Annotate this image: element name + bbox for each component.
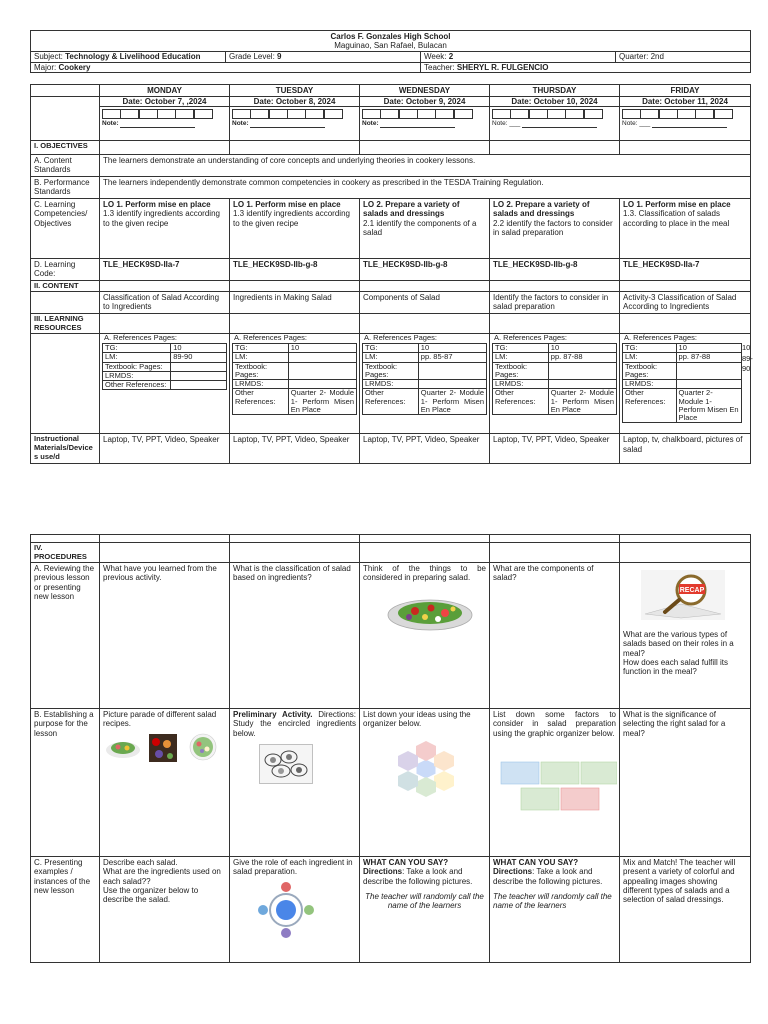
- day-monday: MONDAY: [100, 85, 230, 97]
- empty-cell: [490, 543, 620, 563]
- teacher-note: The teacher will randomly call the name of the learners: [365, 891, 484, 910]
- establishing-thursday: [490, 709, 620, 857]
- references-monday: [100, 334, 230, 434]
- content-heading: II. CONTENT: [31, 280, 100, 292]
- subject-value: Technology & Livelihood Education: [65, 52, 201, 62]
- date-thursday: Date: October 10, 2024: [490, 97, 619, 107]
- empty-cell: [360, 535, 490, 543]
- content-wednesday: Components of Salad: [360, 292, 490, 314]
- empty-cell: [100, 141, 230, 155]
- empty-cell: [31, 292, 100, 314]
- empty-cell: [230, 280, 360, 292]
- competencies-label: C. Learning Competencies/ Objectives: [31, 199, 100, 259]
- empty-cell: [620, 280, 751, 292]
- establishing-wednesday-text: List down your ideas using the organizer below.: [363, 710, 471, 729]
- teacher-note: The teacher will randomly call the name of the learners: [493, 891, 612, 910]
- reviewing-monday: What have you learned from the previous activity.: [100, 563, 230, 709]
- empty-cell: [230, 535, 360, 543]
- grade-cell: [226, 52, 421, 62]
- note-friday: Note: ___: [622, 120, 750, 127]
- references-table: TG: 10 LM: pp. 85-87 Textbook: Pages: LRMDS: Other References: Quarter 2- Module 1- Perform Misen En Place: [362, 343, 487, 415]
- reviewing-tuesday: What is the classification of salad based on ingredients?: [230, 563, 360, 709]
- references-table: TG: 10 LM: Textbook: Pages: LRMDS: Other References: Quarter 2- Module 1- Perform Misen En Place: [232, 343, 357, 415]
- presenting-tuesday: [230, 857, 360, 963]
- presenting-tuesday-text: Give the role of each ingredient in salad preparation.: [233, 858, 353, 877]
- resources-heading: III. LEARNING RESOURCES: [31, 314, 100, 334]
- empty-cell: [100, 543, 230, 563]
- check-boxes: [232, 109, 359, 119]
- major-cell: [31, 62, 421, 72]
- reviewing-friday: [620, 563, 751, 709]
- date-tuesday: Date: October 8, 2024: [230, 97, 359, 107]
- learning-code-monday: TLE_HECK9SD-IIa-7: [100, 259, 230, 280]
- empty-cell: [230, 543, 360, 563]
- references-heading: A. References Pages:: [364, 333, 437, 343]
- presenting-monday: Describe each salad. What are the ingredients used on each salad?? Use the organizer below to describe the salad.: [100, 857, 230, 963]
- reviewing-friday-text: What are the various types of salads based on their roles in a meal? How does each salad fulfill its function in the meal?: [623, 630, 734, 676]
- reviewing-thursday: What are the components of salad?: [490, 563, 620, 709]
- day-thursday: THURSDAY: [490, 85, 620, 97]
- check-boxes: [102, 109, 229, 119]
- learning-code-friday: TLE_HECK9SD-IIa-7: [620, 259, 751, 280]
- header-block: [30, 30, 750, 73]
- empty-cell: [360, 543, 490, 563]
- instructional-monday: Laptop, TV, PPT, Video, Speaker: [100, 434, 230, 464]
- lesson-plan-table: [30, 84, 753, 464]
- empty-cell: [490, 280, 620, 292]
- date-cell-thursday: [490, 97, 620, 141]
- blank-corner: [31, 85, 100, 97]
- check-boxes: [362, 109, 489, 119]
- teacher-label: Teacher:: [424, 62, 455, 72]
- date-cell-friday: [620, 97, 751, 141]
- procedures-heading: IV. PROCEDURES: [31, 543, 100, 563]
- empty-cell: [620, 141, 751, 155]
- quarter-cell: Quarter: 2nd: [616, 52, 751, 62]
- establishing-wednesday: [360, 709, 490, 857]
- instructional-wednesday: Laptop, TV, PPT, Video, Speaker: [360, 434, 490, 464]
- subject-cell: [31, 52, 226, 62]
- instructional-tuesday: Laptop, TV, PPT, Video, Speaker: [230, 434, 360, 464]
- date-friday: Date: October 11, 2024: [620, 97, 750, 107]
- presenting-wednesday: [360, 857, 490, 963]
- references-thursday: [490, 334, 620, 434]
- empty-cell: [620, 314, 751, 334]
- references-heading: A. References Pages:: [494, 333, 567, 343]
- references-wednesday: [360, 334, 490, 434]
- date-cell-wednesday: [360, 97, 490, 141]
- hexagon-organizer: [391, 741, 461, 797]
- day-friday: FRIDAY: [620, 85, 751, 97]
- references-table: TG: 10 LM: pp. 87-88 Textbook: Pages: LRMDS: Other References: Quarter 2- Module 1- Perform Misen En Place: [622, 343, 742, 423]
- directions-label: Directions: [363, 867, 403, 877]
- directions-label: Directions: [493, 867, 533, 877]
- recap-image: [641, 570, 725, 620]
- day-wednesday: WEDNESDAY: [360, 85, 490, 97]
- references-table: TG: 10 LM: pp. 87-88 Textbook: Pages: LRMDS: Other References: Quarter 2- Module 1- Perform Misen En Place: [492, 343, 617, 415]
- week-value: 2: [448, 52, 454, 62]
- salad-platter-image: [385, 591, 475, 633]
- learning-code-wednesday: TLE_HECK9SD-IIb-g-8: [360, 259, 490, 280]
- empty-cell: [490, 535, 620, 543]
- references-overflow: 10 89-90: [742, 343, 753, 374]
- presenting-thursday: [490, 857, 620, 963]
- establishing-label: B. Establishing a purpose for the lesson: [31, 709, 100, 857]
- salad-recipes-images: [103, 732, 223, 764]
- presenting-friday: Mix and Match! The teacher will present a variety of colorful and appealing images showing different types of salads and a selection of salad dressings.: [620, 857, 751, 963]
- date-wednesday: Date: October 9, 2024: [360, 97, 489, 107]
- establishing-monday: [100, 709, 230, 857]
- grade-value: 9: [277, 52, 282, 62]
- competency-tuesday: LO 1. Perform mise en place 1.3 identify ingredients according to the given recipe: [230, 199, 360, 259]
- competency-thursday: LO 2. Prepare a variety of salads and dressings 2.2 identify the factors to consider in salad preparation: [490, 199, 620, 259]
- blank-date-label: [31, 97, 100, 141]
- instructional-label: Instructional Materials/Device s use/d: [31, 434, 100, 464]
- establishing-monday-text: Picture parade of different salad recipes.: [103, 710, 217, 729]
- reviewing-wednesday: [360, 563, 490, 709]
- content-standards-text: The learners demonstrate an understanding of core concepts and underlying theories in cookery lessons.: [100, 155, 751, 177]
- empty-cell: [360, 280, 490, 292]
- empty-cell: [100, 535, 230, 543]
- week-label: Week:: [424, 52, 447, 62]
- content-friday: Activity-3 Classification of Salad According to Ingredients: [620, 292, 751, 314]
- performance-standards-label: B. Performance Standards: [31, 177, 100, 199]
- date-monday: Date: October 7, ,2024: [100, 97, 229, 107]
- empty-cell: [100, 280, 230, 292]
- empty-cell: [100, 314, 230, 334]
- references-heading: A. References Pages:: [234, 333, 307, 343]
- references-heading: A. References Pages:: [104, 333, 177, 343]
- preliminary-activity-title: Preliminary Activity.: [233, 710, 313, 720]
- graphic-organizer: [493, 760, 617, 818]
- presenting-thursday-text: : Take a look and describe the following pictures.: [493, 867, 603, 886]
- what-can-you-say-title: WHAT CAN YOU SAY?: [493, 858, 579, 868]
- recap-label: RECAP: [679, 587, 705, 595]
- presenting-wednesday-text: : Take a look and describe the following pictures.: [363, 867, 473, 886]
- cycle-diagram: [255, 881, 317, 939]
- note-monday: Note:: [102, 120, 229, 127]
- instructional-friday: Laptop, tv, chalkboard, pictures of salad: [620, 434, 751, 464]
- learning-code-tuesday: TLE_HECK9SD-IIb-g-8: [230, 259, 360, 280]
- school-address: Maguinao, San Rafael, Bulacan: [334, 41, 447, 51]
- date-cell-tuesday: [230, 97, 360, 141]
- empty-cell: [360, 314, 490, 334]
- establishing-tuesday-text: Study the encircled ingredients below.: [233, 719, 356, 738]
- content-tuesday: Ingredients in Making Salad: [230, 292, 360, 314]
- instructional-thursday: Laptop, TV, PPT, Video, Speaker: [490, 434, 620, 464]
- competency-wednesday: LO 2. Prepare a variety of salads and dressings 2.1 identify the components of a salad: [360, 199, 490, 259]
- directions-label: Directions:: [318, 710, 356, 720]
- week-cell: [421, 52, 616, 62]
- school-header: [31, 31, 751, 52]
- check-boxes: [622, 109, 750, 119]
- references-tuesday: [230, 334, 360, 434]
- teacher-value: SHERYL R. FULGENCIO: [456, 62, 549, 72]
- empty-cell: [31, 535, 100, 543]
- empty-cell: [360, 141, 490, 155]
- objectives-heading: I. OBJECTIVES: [31, 141, 100, 155]
- references-heading: A. References Pages:: [624, 333, 697, 343]
- content-standards-label: A. Content Standards: [31, 155, 100, 177]
- major-value: Cookery: [58, 62, 91, 72]
- establishing-tuesday: [230, 709, 360, 857]
- empty-cell: [620, 543, 751, 563]
- note-tuesday: Note:: [232, 120, 359, 127]
- school-name: Carlos F. Gonzales High School: [330, 32, 451, 41]
- empty-cell: [230, 141, 360, 155]
- learning-code-label: D. Learning Code:: [31, 259, 100, 280]
- major-label: Major:: [34, 62, 57, 72]
- presenting-label: C. Presenting examples / instances of the new lesson: [31, 857, 100, 963]
- establishing-thursday-text: List down some factors to consider in salad preparation using the graphic organizer below.: [493, 710, 616, 738]
- subject-label: Subject:: [34, 52, 63, 62]
- what-can-you-say-title: WHAT CAN YOU SAY?: [363, 858, 449, 868]
- date-cell-monday: [100, 97, 230, 141]
- establishing-friday: What is the significance of selecting the right salad for a meal?: [620, 709, 751, 857]
- grade-label: Grade Level:: [229, 52, 275, 62]
- references-table: TG: 10 LM: 89-90 Textbook: Pages: LRMDS: Other References:: [102, 343, 227, 390]
- procedures-table: [30, 534, 750, 963]
- content-thursday: Identify the factors to consider in salad preparation: [490, 292, 620, 314]
- empty-cell: [490, 141, 620, 155]
- check-boxes: [492, 109, 619, 119]
- learning-code-thursday: TLE_HECK9SD-IIb-g-8: [490, 259, 620, 280]
- reviewing-label: A. Reviewing the previous lesson or presenting new lesson: [31, 563, 100, 709]
- ingredients-image: [259, 744, 313, 784]
- empty-cell: [31, 334, 100, 434]
- teacher-cell: [421, 62, 751, 72]
- note-wednesday: Note:: [362, 120, 489, 127]
- content-monday: Classification of Salad According to Ingredients: [100, 292, 230, 314]
- performance-standards-text: The learners independently demonstrate common competencies in cookery as prescribed in the TESDA Training Regulation.: [100, 177, 751, 199]
- empty-cell: [230, 314, 360, 334]
- note-thursday: Note: ___: [492, 120, 619, 127]
- empty-cell: [490, 314, 620, 334]
- competency-monday: LO 1. Perform mise en place 1.3 identify ingredients according to the given recipe: [100, 199, 230, 259]
- reviewing-wednesday-text: Think of the things to be considered in preparing salad.: [363, 564, 486, 583]
- references-friday: [620, 334, 751, 434]
- empty-cell: [620, 535, 751, 543]
- competency-friday: LO 1. Perform mise en place 1.3. Classification of salads according to place in the meal: [620, 199, 751, 259]
- day-tuesday: TUESDAY: [230, 85, 360, 97]
